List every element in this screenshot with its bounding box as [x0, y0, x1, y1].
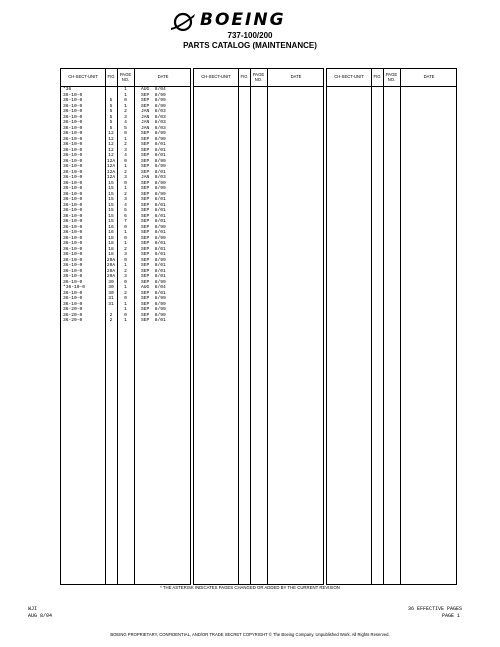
cell-ch-sect-unit: *36-10-0 — [63, 285, 86, 290]
cell-date: SEP 8/99 — [141, 186, 166, 191]
footer-right — [408, 606, 462, 620]
cell-page-no: 2 — [124, 109, 127, 114]
cell-ch-sect-unit: 36-10-0 — [63, 246, 83, 252]
page-number: PAGE 1 — [441, 613, 460, 619]
cell-date: JAN 8/03 — [141, 114, 166, 120]
cell-ch-sect-unit: 36-10-0 — [63, 274, 83, 279]
cell-ch-sect-unit: 36-10-0 — [63, 103, 83, 109]
cell-fig: 12 — [108, 131, 114, 136]
cell-fig: 5 — [109, 103, 113, 109]
cell-date: JAN 8/03 — [141, 125, 166, 131]
cell-page-no: 1 — [124, 103, 127, 109]
cell-page-no: 7 — [124, 219, 127, 224]
cell-date: SEP 8/01 — [141, 202, 166, 208]
cell-fig: 15 — [108, 180, 114, 186]
footer-code: WJI — [28, 606, 38, 612]
cell-ch-sect-unit: 36-10-0 — [63, 175, 83, 180]
cell-page-no: 0 — [124, 224, 127, 230]
cell-fig: 20A — [106, 263, 116, 268]
cell-page-no: 2 — [124, 142, 127, 147]
cell-page-no: 4 — [124, 153, 127, 158]
header-page-no: PAGE NO. — [252, 72, 265, 82]
cell-page-no: 5 — [124, 125, 127, 131]
header-date: DATE — [290, 74, 302, 80]
cell-fig: 20A — [106, 268, 116, 274]
cell-date: SEP 8/99 — [141, 279, 166, 285]
cell-ch-sect-unit: 36-10-0 — [63, 197, 83, 202]
cell-date: SEP 8/99 — [141, 235, 166, 241]
cell-ch-sect-unit: 36-10-0 — [63, 114, 83, 120]
cell-fig: 15 — [108, 197, 114, 202]
cell-ch-sect-unit: 36-20-0 — [63, 307, 83, 312]
cell-page-no: 3 — [124, 175, 127, 180]
cell-date: SEP 8/99 — [141, 307, 166, 312]
cell-date: SEP 8/01 — [141, 208, 166, 213]
cell-fig: 16 — [108, 224, 114, 230]
cell-date: SEP 8/99 — [141, 180, 166, 186]
cell-ch-sect-unit: 36-10-0 — [63, 296, 83, 301]
cell-ch-sect-unit: 36-10-0 — [63, 92, 83, 98]
header-ch-sect-unit: CH-SECT-UNIT — [334, 74, 364, 80]
cell-page-no: 1 — [124, 164, 127, 169]
cell-ch-sect-unit: 36-10-0 — [63, 219, 83, 224]
cell-ch-sect-unit: 36-10-0 — [63, 131, 83, 136]
cell-date: SEP 8/99 — [141, 301, 166, 307]
cell-ch-sect-unit: 36-10-0 — [63, 263, 83, 268]
cell-fig: 18 — [108, 252, 114, 257]
footer-date: AUG 8/04 — [28, 613, 53, 619]
cell-fig: 5 — [109, 125, 113, 131]
cell-date: SEP 8/99 — [141, 103, 166, 109]
cell-date: SEP 8/99 — [141, 92, 166, 98]
cell-fig: 16 — [108, 230, 114, 235]
cell-ch-sect-unit: 36-10-0 — [63, 241, 83, 246]
cell-ch-sect-unit: 36-10-0 — [63, 169, 83, 175]
cell-date: SEP 8/01 — [141, 290, 166, 296]
cell-fig: 18 — [108, 246, 114, 252]
cell-ch-sect-unit: 36-10-0 — [63, 208, 83, 213]
cell-date: SEP 8/99 — [141, 296, 166, 301]
cell-fig: 15 — [108, 191, 114, 197]
cell-fig: 12 — [108, 142, 114, 147]
cell-date: SEP 8/01 — [141, 318, 166, 323]
cell-page-no: 3 — [124, 274, 127, 279]
cell-fig: 12 — [108, 136, 114, 142]
cell-ch-sect-unit: 36-10-0 — [63, 230, 83, 235]
cell-fig: 5 — [109, 114, 113, 120]
cell-page-no: 5 — [124, 208, 127, 213]
cell-date: SEP 8/99 — [141, 224, 166, 230]
cell-fig: 5 — [109, 98, 113, 103]
cell-page-no: 3 — [124, 252, 127, 257]
cell-ch-sect-unit: *36 — [63, 87, 72, 92]
cell-date: SEP 8/01 — [141, 263, 166, 268]
cell-date: SEP 8/99 — [141, 164, 166, 169]
cell-date: SEP 8/99 — [141, 312, 166, 318]
cell-fig: 30 — [108, 285, 114, 290]
cell-ch-sect-unit: 36-10-0 — [63, 147, 83, 153]
cell-date: AUG 8/04 — [141, 87, 166, 92]
cell-page-no: 1 — [124, 241, 127, 246]
cell-fig: 12A — [106, 175, 116, 180]
cell-ch-sect-unit: 36-10-0 — [63, 252, 83, 257]
cell-date: SEP 8/01 — [141, 268, 166, 274]
cell-fig: 5 — [109, 120, 113, 125]
cell-page-no: 3 — [124, 114, 127, 120]
effective-pages-table-1 — [60, 68, 191, 585]
header-fig: FIG — [373, 74, 381, 80]
cell-date: SEP 8/01 — [141, 252, 166, 257]
cell-date: SEP 8/99 — [141, 257, 166, 263]
cell-date: SEP 8/01 — [141, 197, 166, 202]
cell-fig: 12 — [108, 153, 114, 158]
cell-page-no: 1 — [124, 263, 127, 268]
cell-page-no: 1 — [124, 186, 127, 191]
cell-ch-sect-unit: 36-10-0 — [63, 301, 83, 307]
boeing-symbol-icon — [170, 11, 196, 33]
cell-ch-sect-unit: 36-10-0 — [63, 268, 83, 274]
cell-ch-sect-unit: 36-20-0 — [63, 312, 83, 318]
table-row — [61, 318, 190, 324]
cell-date: SEP 8/01 — [141, 241, 166, 246]
cell-fig: 20A — [106, 257, 116, 263]
header-ch-sect-unit: CH-SECT-UNIT — [201, 74, 231, 80]
cell-fig: 12A — [106, 158, 116, 164]
cell-fig: 2 — [109, 318, 113, 323]
cell-date: SEP 8/99 — [141, 158, 166, 164]
cell-page-no: 1 — [124, 318, 127, 323]
effective-pages-table-3 — [326, 68, 457, 585]
cell-fig: 18 — [108, 235, 114, 241]
cell-page-no: 6 — [124, 213, 127, 219]
cell-page-no: 1 — [124, 301, 127, 307]
cell-date: SEP 8/01 — [141, 230, 166, 235]
cell-ch-sect-unit: 36-10-0 — [63, 202, 83, 208]
cell-ch-sect-unit: 36-10-0 — [63, 125, 83, 131]
asterisk-footnote: * THE ASTERISK INDICATES PAGES CHANGED OR ADDED BY THE CURRENT REVISION — [160, 585, 340, 590]
cell-ch-sect-unit: 36-10-0 — [63, 257, 83, 263]
cell-page-no: 3 — [124, 147, 127, 153]
cell-date: SEP 8/99 — [141, 136, 166, 142]
cell-fig: 12 — [108, 147, 114, 153]
header-ch-sect-unit: CH-SECT-UNIT — [68, 74, 98, 80]
cell-ch-sect-unit: 36-10-0 — [63, 120, 83, 125]
cell-fig: 15 — [108, 208, 114, 213]
footer-left — [28, 606, 52, 620]
cell-date: SEP 8/99 — [141, 191, 166, 197]
cell-fig: 31 — [108, 296, 114, 301]
cell-fig: 31 — [108, 301, 114, 307]
header-page-no: PAGE NO. — [385, 72, 398, 82]
catalog-title: PARTS CATALOG (MAINTENANCE) — [183, 41, 317, 50]
cell-fig: 30 — [108, 290, 114, 296]
cell-fig: 5 — [109, 109, 113, 114]
cell-page-no: 1 — [124, 92, 127, 98]
cell-page-no: 0 — [124, 312, 127, 318]
cell-page-no: 1 — [124, 307, 127, 312]
cell-ch-sect-unit: 36-10-0 — [63, 164, 83, 169]
cell-date: SEP 8/01 — [141, 213, 166, 219]
cell-page-no: 2 — [124, 169, 127, 175]
cell-date: SEP 8/01 — [141, 147, 166, 153]
cell-page-no: 1 — [124, 87, 127, 92]
cell-page-no: 0 — [124, 158, 127, 164]
cell-date: JAN 8/03 — [141, 175, 166, 180]
proprietary-notice: BOEING PROPRIETARY, CONFIDENTIAL, AND/OR TRADE SECRET COPYRIGHT © The Boeing Company. Unpublished Work. All Rights Reserved. — [110, 632, 390, 637]
cell-ch-sect-unit: 36-10-0 — [63, 180, 83, 186]
cell-page-no: 1 — [124, 230, 127, 235]
cell-date: SEP 8/99 — [141, 98, 166, 103]
cell-fig: 12A — [106, 164, 116, 169]
cell-page-no: 2 — [124, 246, 127, 252]
cell-fig: 15 — [108, 186, 114, 191]
cell-date: SEP 8/01 — [141, 246, 166, 252]
cell-fig: 30 — [108, 279, 114, 285]
cell-ch-sect-unit: 36-10-0 — [63, 153, 83, 158]
cell-page-no: 2 — [124, 290, 127, 296]
cell-page-no: 0 — [124, 235, 127, 241]
cell-ch-sect-unit: 36-10-0 — [63, 109, 83, 114]
cell-page-no: 0 — [124, 180, 127, 186]
cell-page-no: 2 — [124, 268, 127, 274]
cell-ch-sect-unit: 36-20-0 — [63, 318, 83, 323]
cell-fig: 12A — [106, 169, 116, 175]
cell-page-no: 0 — [124, 279, 127, 285]
header-date: DATE — [423, 74, 435, 80]
cell-ch-sect-unit: 36-10-0 — [63, 224, 83, 230]
cell-ch-sect-unit: 36-10-0 — [63, 158, 83, 164]
header-fig: FIG — [240, 74, 248, 80]
cell-fig: 15 — [108, 202, 114, 208]
cell-ch-sect-unit: 36-10-0 — [63, 142, 83, 147]
header-fig: FIG — [107, 74, 115, 80]
cell-page-no: 0 — [124, 257, 127, 263]
cell-fig: 15 — [108, 213, 114, 219]
cell-ch-sect-unit: 36-10-0 — [63, 191, 83, 197]
cell-date: SEP 8/01 — [141, 219, 166, 224]
cell-ch-sect-unit: 36-10-0 — [63, 186, 83, 191]
table-rows — [61, 87, 190, 324]
cell-ch-sect-unit: 36-10-0 — [63, 213, 83, 219]
effective-pages-count: 36 EFFECTIVE PAGES — [407, 606, 462, 612]
cell-ch-sect-unit: 36-10-0 — [63, 290, 83, 296]
cell-ch-sect-unit: 36-10-0 — [63, 98, 83, 103]
cell-ch-sect-unit: 36-10-0 — [63, 136, 83, 142]
cell-ch-sect-unit: 36-10-0 — [63, 279, 83, 285]
cell-page-no: 4 — [124, 202, 127, 208]
cell-page-no: 0 — [124, 98, 127, 103]
cell-date: SEP 8/01 — [141, 274, 166, 279]
header-page-no: PAGE NO. — [119, 72, 132, 82]
cell-date: SEP 8/01 — [141, 153, 166, 158]
cell-page-no: 1 — [124, 136, 127, 142]
cell-fig: 20A — [106, 274, 116, 279]
cell-fig: 18 — [108, 241, 114, 246]
cell-fig: 15 — [108, 219, 114, 224]
cell-fig: 2 — [109, 312, 113, 318]
cell-date: SEP 8/01 — [141, 142, 166, 147]
cell-page-no: 4 — [124, 120, 127, 125]
cell-date: JAN 8/03 — [141, 120, 166, 125]
cell-date: SEP 8/99 — [141, 131, 166, 136]
cell-page-no: 0 — [124, 296, 127, 301]
cell-page-no: 1 — [124, 285, 127, 290]
cell-page-no: 3 — [124, 197, 127, 202]
logo-wordmark: BOEING — [200, 10, 286, 30]
cell-page-no: 2 — [124, 191, 127, 197]
cell-date: JAN 8/03 — [141, 109, 166, 114]
cell-date: AUG 8/04 — [141, 285, 166, 290]
effective-pages-table-2 — [193, 68, 324, 585]
aircraft-model: 737-100/200 — [227, 31, 273, 40]
cell-date: SEP 8/01 — [141, 169, 166, 175]
header-date: DATE — [157, 74, 169, 80]
cell-ch-sect-unit: 36-10-0 — [63, 235, 83, 241]
cell-page-no: 0 — [124, 131, 127, 136]
